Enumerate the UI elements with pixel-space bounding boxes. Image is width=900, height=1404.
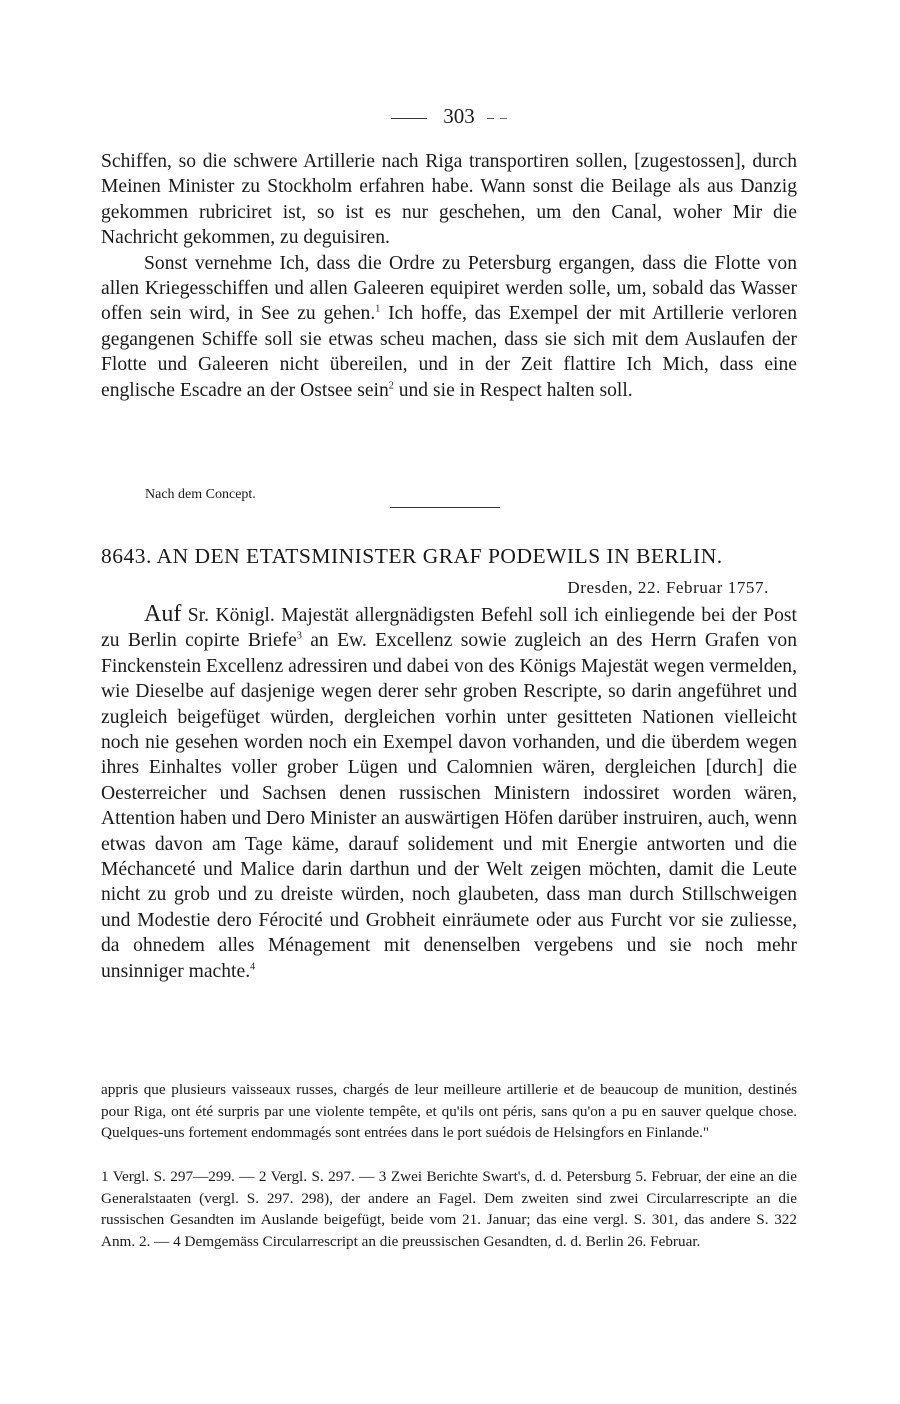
paragraph-2-text-c: und sie in Respect halten soll. — [393, 379, 633, 401]
continuation-paragraph-1: Schiffen, so die schwere Artillerie nach Riga transportiren sollen, [zugestossen], durch Meinen Minister zu Stockholm erfahren habe. Wann sonst die Beilage als aus Danzig gekommen rubriciret ist, so ist es nur geschehen, um den Canal, woher Mir die Nachricht gekommen, zu deguisiren. — [101, 151, 797, 249]
continuation-paragraph-2 — [101, 251, 797, 403]
header-dash-right-2 — [500, 118, 507, 119]
footnote-ref-3: 3 — [296, 630, 302, 642]
section-divider — [390, 507, 500, 508]
letter-paragraph — [101, 602, 797, 984]
previous-letter-continuation — [101, 149, 797, 403]
letter-text-a: Sr. Königl. Majestät allergnädigsten Befehl soll ich einliegende bei der Post zu Berlin copirte Briefe — [101, 605, 797, 652]
paragraph-2-text-b: Ich hoffe, das Exempel der mit Artillerie verloren gegangenen Schiffe soll sie etwas scheu machen, dass sie sich mit dem Auslaufen der Flotte und Galeeren nicht übereilen, und in der Zeit flattire Ich Mich, dass eine englische Escadre an der Ostsee sein — [101, 303, 797, 401]
footnote-ref-1: 1 — [375, 303, 381, 315]
footnote-ref-2: 2 — [388, 380, 394, 392]
page-header — [101, 104, 797, 130]
footnotes: 1 Vergl. S. 297—299. — 2 Vergl. S. 297. — 3 Zwei Berichte Swart's, d. d. Petersburg 5. Februar, der eine an die Generalstaaten (vergl. S. 297. 298), der andere an Fagel. Dem zweiten sind zwei Circularrescripte an die russischen Gesandten im Auslande beigefügt, beide vom 21. Januar; das eine vergl. S. 301, das andere S. 322 Anm. 2. — 4 Demgemäss Circularrescript an die preussischen Gesandten, d. d. Berlin 26. Februar. — [101, 1168, 797, 1250]
first-word: Auf — [144, 601, 182, 627]
source-note: Nach dem Concept. — [145, 487, 256, 502]
footnote-ref-4: 4 — [250, 961, 256, 973]
letter-text-b: an Ew. Excellenz sowie zugleich an des Herrn Grafen von Finckenstein Excellenz adressiren und dabei von des Königs Majestät wegen vermelden, wie Dieselbe auf dasjenige wegen derer sehr groben Rescripte, so darin angeführet und zugleich beigefüget würden, dergleichen vorhin unter gesitteten Nationen vielleicht noch nie gesehen worden noch ein Exempel davon vorhanden, und die überdem wegen ihres Einhaltes voller grober Lügen und Calomnien wären, dergleichen [durch] die Oesterreicher und Sachsen denen russischen Ministern indossiret worden wären, Attention haben und Dero Minister an auswärtigen Höfen darüber instruiren, auch, wenn etwas davon am Tage käme, darauf solidement und mit Energie antworten und die Méchanceté und Malice darin darthun und der Welt zeigen möchten, damit die Leute nicht zu grob und zu dreiste würden, noch glaubeten, dass man durch Stillschweigen und Modestie dero Férocité und Grobheit einräumete oder aus Furcht vor sie zuliesse, da ohnedem alles Ménagement mit denenselben vergebens und sie noch mehr unsinniger machte. — [101, 630, 797, 982]
header-dash-right — [487, 118, 494, 119]
header-dash-left — [391, 118, 427, 119]
page-number: 303 — [443, 104, 475, 128]
document-title: 8643. AN DEN ETATSMINISTER GRAF PODEWILS IN BERLIN. — [101, 544, 723, 568]
dateline: Dresden, 22. Februar 1757. — [567, 578, 769, 597]
letter-body — [101, 602, 797, 984]
paragraph-2-text-a: Sonst vernehme Ich, dass die Ordre zu Petersburg ergangen, dass die Flotte von allen Kriegesschiffen und allen Galeeren equipiret werden solle, um, sobald das Wasser offen sein wird, in See zu gehen. — [101, 252, 797, 325]
french-note: appris que plusieurs vaisseaux russes, chargés de leur meilleure artillerie et de beaucoup de munition, destinés pour Riga, ont été surpris par une violente tempête, et qu'ils ont péris, sans qu'on a pu en sauver quelque chose. Quelques-uns fortement endommagés sont entrées dans le port suédois de Helsingfors en Finlande." — [101, 1081, 797, 1141]
